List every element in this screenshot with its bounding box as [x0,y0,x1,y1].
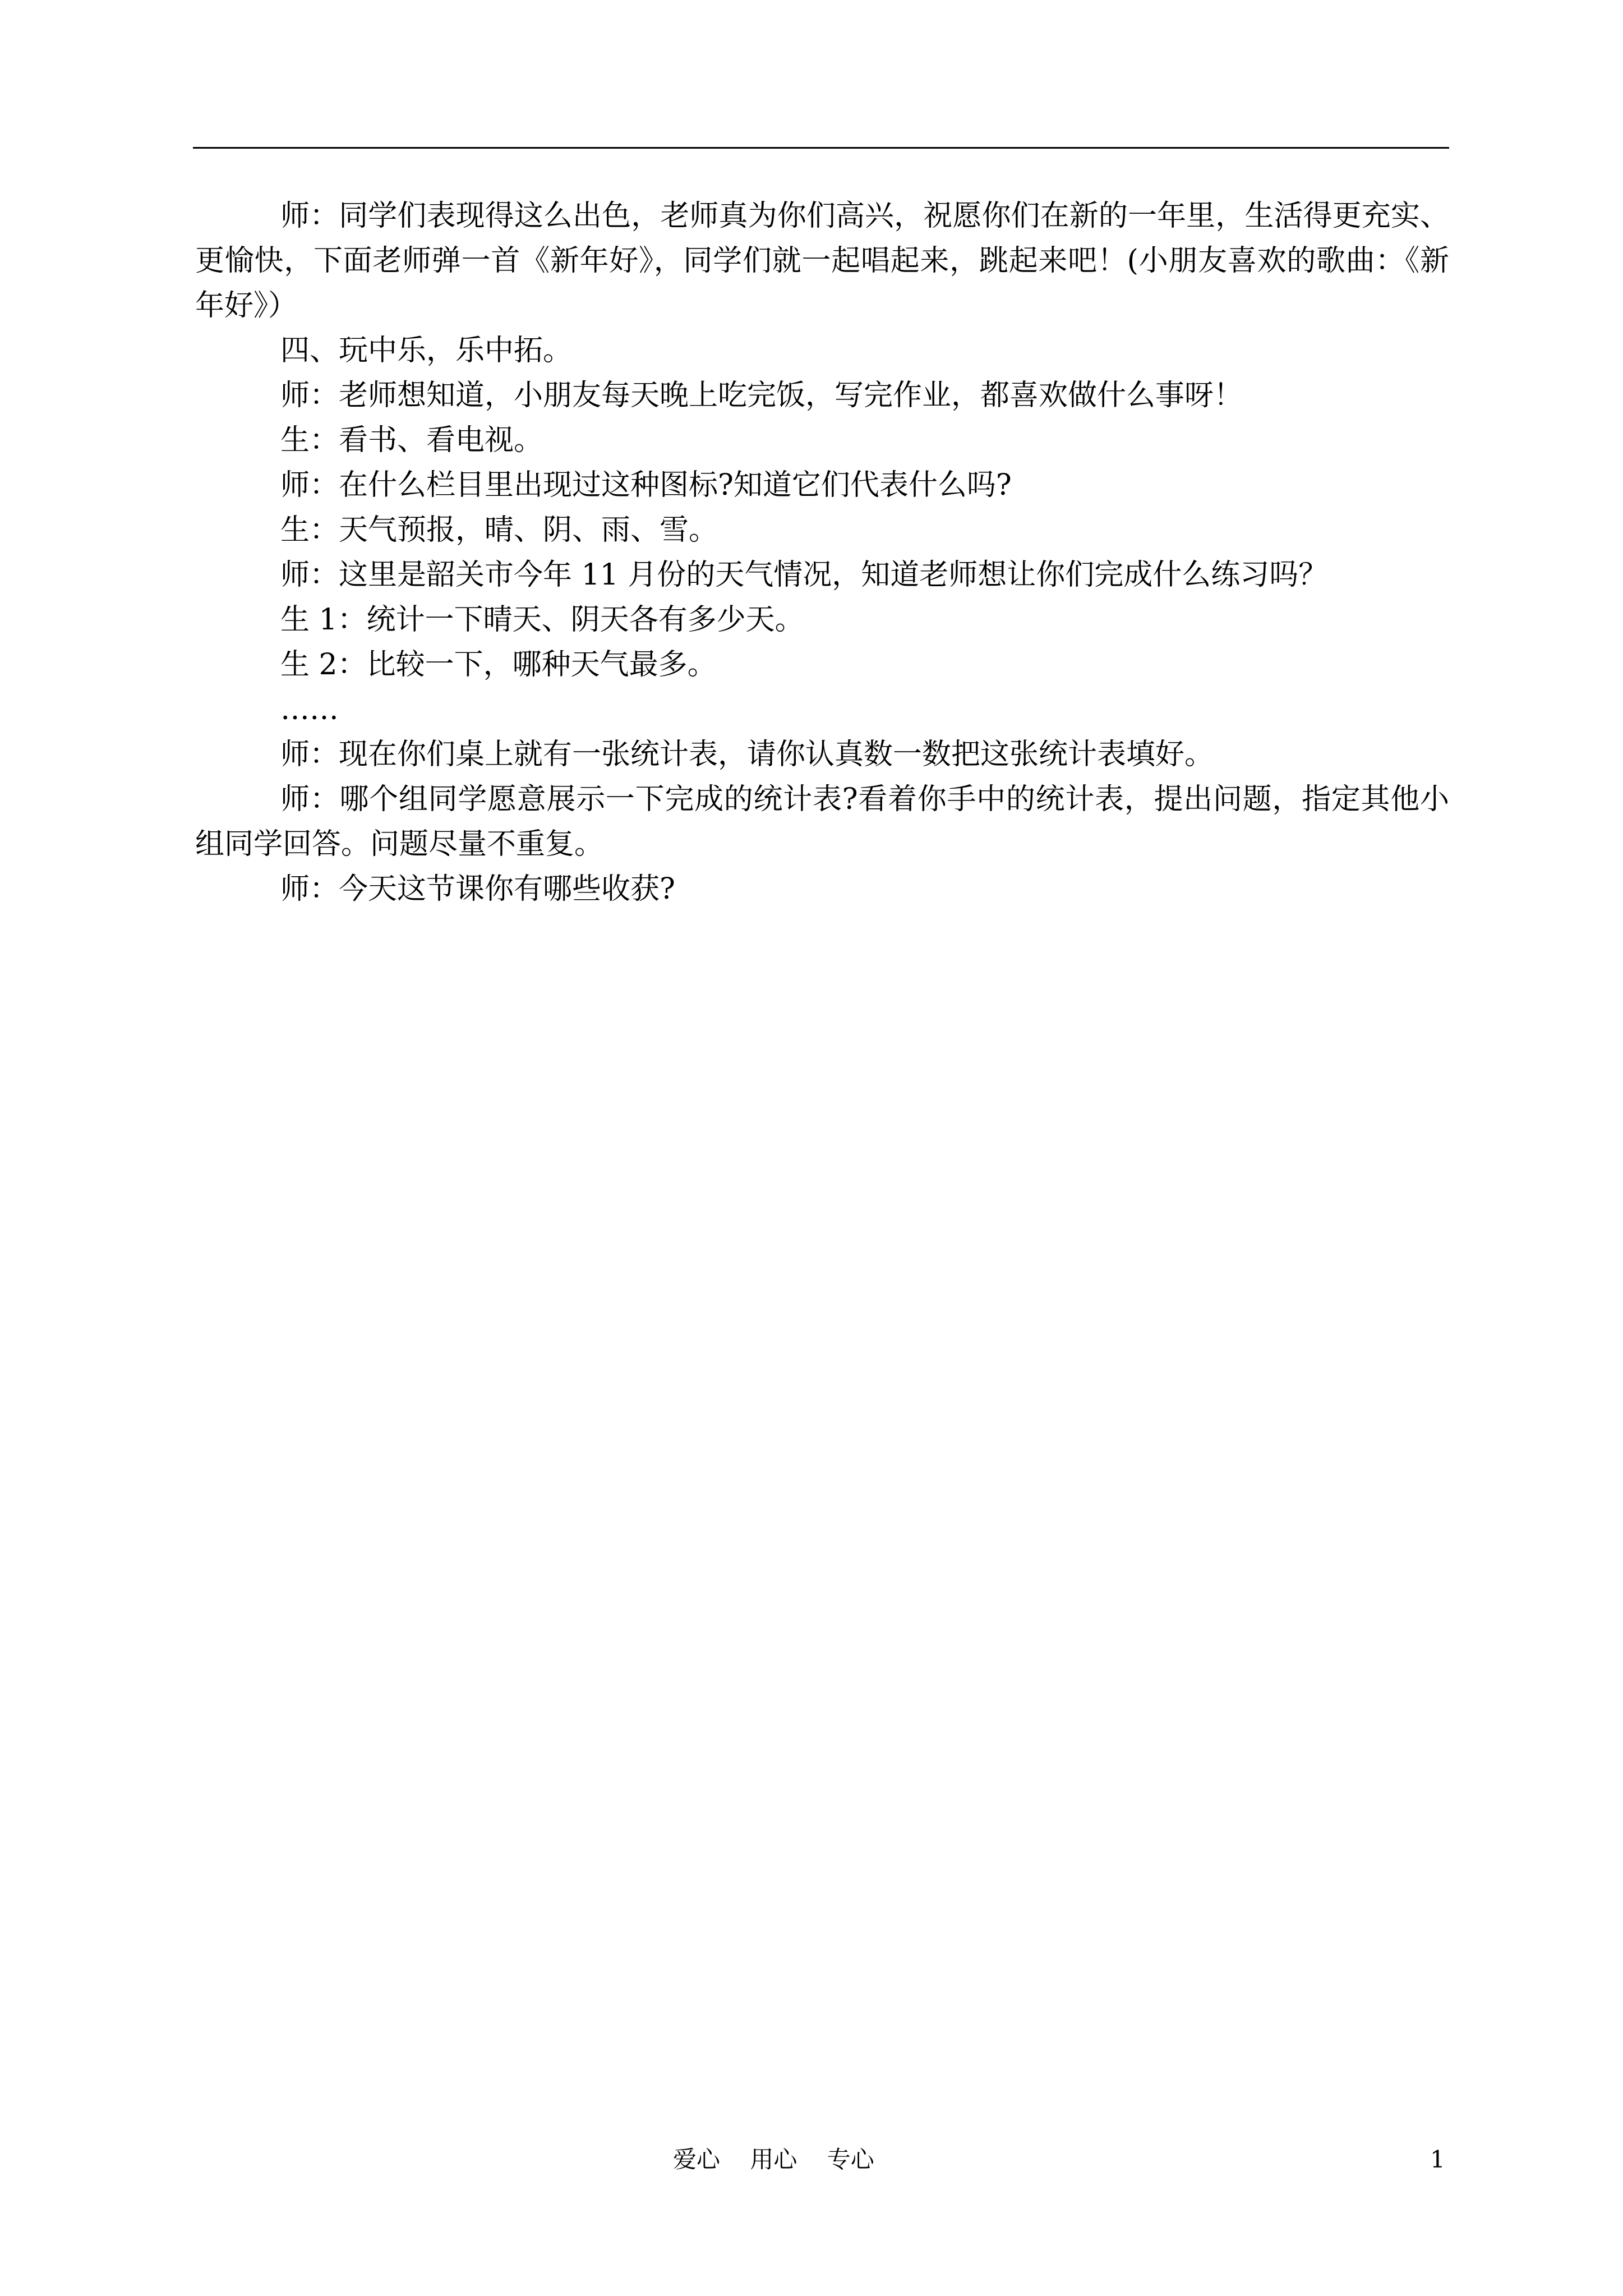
ellipsis-line: …… [280,693,339,726]
footer-motto: 爱心 用心 专心 [673,2146,874,2173]
paragraph: 生：看书、看电视。 [280,424,543,457]
paragraph: 师：在什么栏目里出现过这种图标?知道它们代表什么吗? [280,468,1012,502]
page-number: 1 [1430,2146,1445,2173]
paragraph: 师：哪个组同学愿意展示一下完成的统计表?看着你手中的统计表，提出问题，指定其他小组同学回答。问题尽量不重复。 [195,783,1449,861]
header-rule [193,147,1449,149]
section-heading: 四、玩中乐，乐中拓。 [280,334,573,367]
paragraph: 生 1：统计一下晴天、阴天各有多少天。 [280,603,804,637]
paragraph: 师：这里是韶关市今年 11 月份的天气情况，知道老师想让你们完成什么练习吗？ [280,558,1328,592]
paragraph: 生：天气预报，晴、阴、雨、雪。 [280,513,718,547]
paragraph: 生 2：比较一下，哪种天气最多。 [280,648,717,682]
document-body [195,194,1449,912]
paragraph: 师：同学们表现得这么出色，老师真为你们高兴，祝愿你们在新的一年里，生活得更充实、更愉快，下面老师弹一首《新年好》，同学们就一起唱起来，跳起来吧！(小朋友喜欢的歌曲：《新年好》） [195,199,1449,323]
paragraph: 师：今天这节课你有哪些收获? [280,872,675,906]
paragraph: 师：现在你们桌上就有一张统计表，请你认真数一数把这张统计表填好。 [280,738,1214,771]
paragraph: 师：老师想知道，小朋友每天晚上吃完饭，写完作业，都喜欢做什么事呀！ [280,379,1243,412]
